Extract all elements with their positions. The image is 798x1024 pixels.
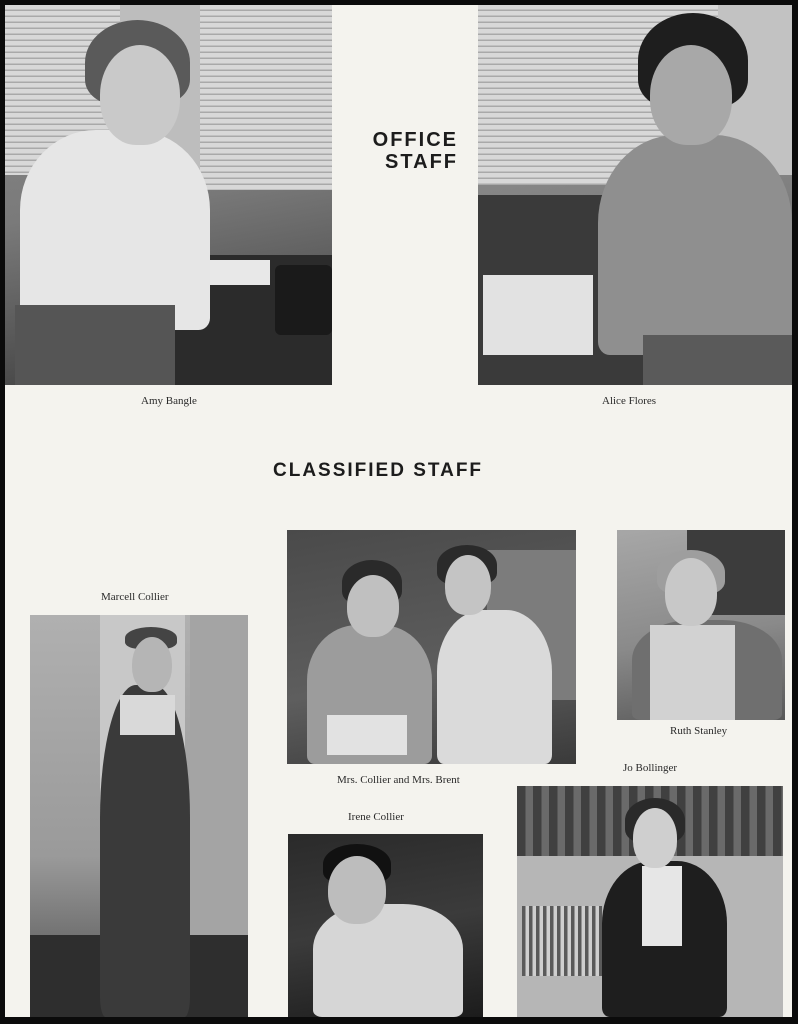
- marcell-collier-photo: [30, 615, 248, 1017]
- office-staff-heading: [350, 129, 458, 173]
- irene-collier-caption: Irene Collier: [348, 811, 404, 823]
- office-heading-line2: STAFF: [385, 151, 458, 173]
- irene-collier-photo: [288, 834, 483, 1017]
- amy-bangle-caption: Amy Bangle: [141, 395, 197, 407]
- alice-flores-photo: [478, 5, 792, 385]
- classified-staff-heading: CLASSIFIED STAFF: [273, 460, 484, 481]
- ruth-stanley-caption: Ruth Stanley: [670, 725, 728, 737]
- office-heading-line1: OFFICE: [372, 129, 458, 151]
- jo-bollinger-photo: [517, 786, 783, 1017]
- yearbook-page: [5, 5, 792, 1017]
- collier-brent-photo: [287, 530, 576, 764]
- alice-flores-caption: Alice Flores: [602, 395, 657, 407]
- jo-bollinger-caption: Jo Bollinger: [623, 762, 678, 774]
- collier-brent-caption: Mrs. Collier and Mrs. Brent: [337, 774, 460, 786]
- ruth-stanley-photo: [617, 530, 785, 720]
- amy-bangle-photo: [5, 5, 332, 385]
- marcell-collier-caption: Marcell Collier: [101, 591, 169, 603]
